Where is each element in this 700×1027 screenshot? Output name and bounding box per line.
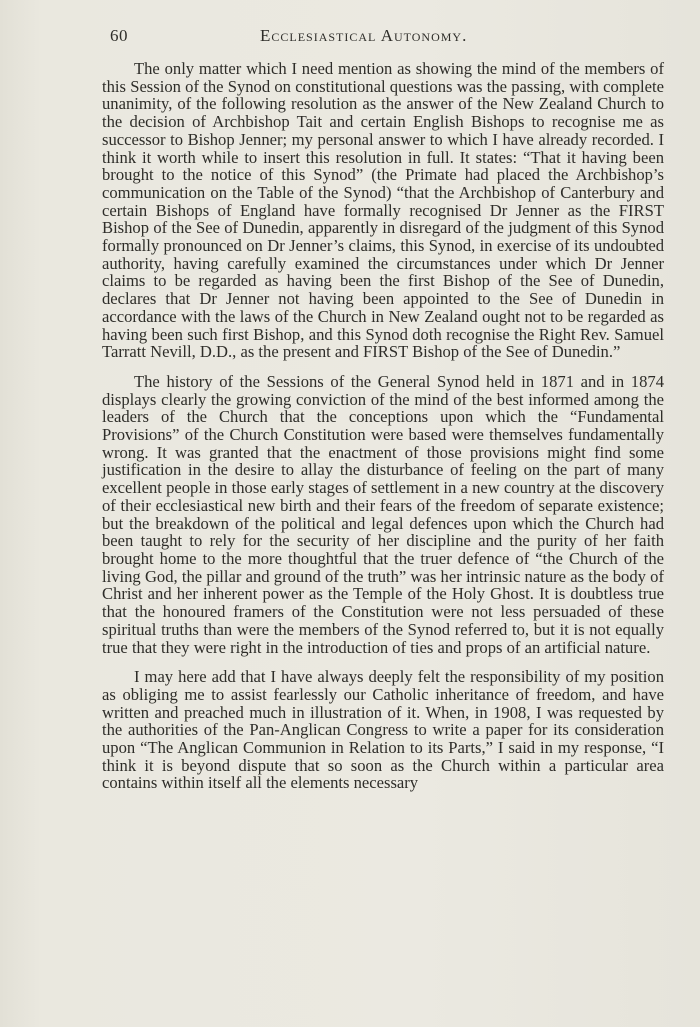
running-title: Ecclesiastical Autonomy. xyxy=(260,26,468,45)
running-header xyxy=(102,26,664,54)
body-text xyxy=(102,60,664,792)
paragraph-2: The history of the Sessions of the General Synod held in 1871 and in 1874 displays clearly the growing conviction of the mind of the best informed among the leaders of the Church that the conceptions upon which the “Fundamental Provisions” of the Church Constitution were based were themselves fundamentally wrong. It was granted that the enactment of those provisions might find some justification in the desire to allay the disturbance of feeling on the part of many excellent people in those early stages of settlement in a new country at the discovery of their ecclesiastical new birth and their fears of the freedom of separate existence; but the breakdown of the political and legal defences upon which the Church had been taught to rely for the security of her discipline and the purity of her faith brought home to the more thoughtful that the truer defence of “the Church of the living God, the pillar and ground of the truth” was her intrinsic nature as the body of Christ and her inherent power as the Temple of the Holy Ghost. It is doubtless true that the honoured framers of the Constitution were not less persuaded of these spiritual truths than were the members of the Synod referred to, but it is not equally true that they were right in the introduction of ties and props of an artificial nature. xyxy=(102,371,664,657)
page-number: 60 xyxy=(110,26,128,45)
paragraph-1: The only matter which I need mention as showing the mind of the members of this Session of the Synod on constitutional questions was the passing, with complete unanimity, of the following resolution as the answer of the New Zealand Church to the decision of Archbishop Tait and certain English Bishops to recognise me as successor to Bishop Jenner; my personal answer to which I have already recorded. I think it worth while to insert this resolution in full. It states: “That it having been brought to the notice of this Synod” (the Primate had placed the Archbishop’s communication on the Table of the Synod) “that the Archbishop of Canterbury and certain Bishops of England have formally recognised Dr Jenner as the FIRST Bishop of the See of Dunedin, apparently in disregard of the judgment of this Synod formally pronounced on Dr Jenner’s claims, this Synod, in exercise of its undoubted authority, having carefully examined the circumstances under which Dr Jenner claims to be regarded as having been the first Bishop of the See of Dunedin, declares that Dr Jenner not having been appointed to the See of Dunedin in accordance with the laws of the Church in New Zealand ought not to be regarded as having been such first Bishop, and this Synod doth recognise the Right Rev. Samuel Tarratt Nevill, D.D., as the present and FIRST Bishop of the See of Dunedin.” xyxy=(102,59,664,362)
paragraph-3: I may here add that I have always deeply felt the responsibility of my position as obliging me to assist fearlessly our Catholic inheritance of freedom, and have written and preached much in illustration of it. When, in 1908, I was requested by the authorities of the Pan-Anglican Congress to write a paper for its consideration upon “The Anglican Communion in Relation to its Parts,” I said in my response, “I think it is beyond dispute that so soon as the Church within a particular area contains within itself all the elements necessary xyxy=(102,667,664,793)
